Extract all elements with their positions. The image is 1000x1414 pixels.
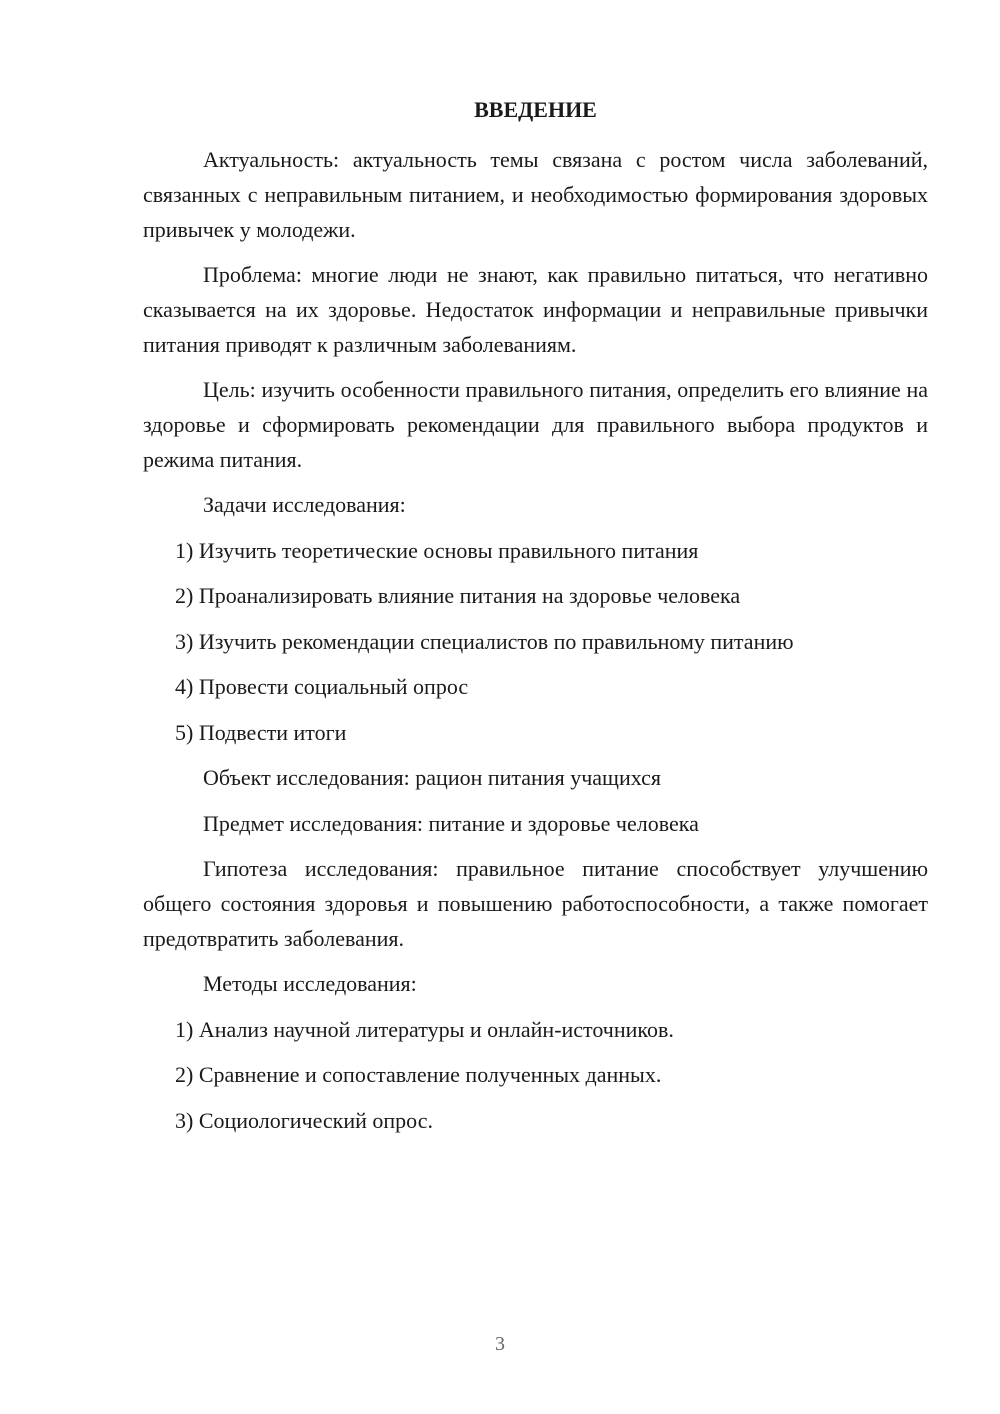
object-line: Объект исследования: рацион питания учащихся [203, 765, 662, 790]
relevance-paragraph: Актуальность: актуальность темы связана с ростом числа заболеваний, связанных с неправильным питанием, и необходимостью формирования здоровых привычек у молодежи. [143, 147, 928, 242]
subject-line: Предмет исследования: питание и здоровье человека [203, 810, 699, 836]
list-item: 3) Изучить рекомендации специалистов по правильному питанию [175, 628, 794, 654]
section-title: ВВЕДЕНИЕ [474, 97, 597, 122]
tasks-heading: Задачи исследования: [203, 492, 406, 517]
hypothesis-paragraph: Гипотеза исследования: правильное питание способствует улучшению общего состояния здоровья и повышению работоспособности, а также помогает предотвратить заболевания. [143, 856, 928, 951]
list-item: 4) Провести социальный опрос [175, 674, 469, 699]
document-page [143, 95, 928, 1148]
problem-paragraph: Проблема: многие люди не знают, как правильно питаться, что негативно сказывается на их здоровье. Недостаток информации и неправильные привычки питания приводят к различным заболеваниям. [143, 262, 928, 357]
methods-list [143, 1012, 928, 1149]
list-item: 2) Проанализировать влияние питания на здоровье человека [175, 583, 741, 608]
methods-heading: Методы исследования: [203, 971, 417, 996]
list-item: 1) Изучить теоретические основы правильного питания [175, 537, 699, 563]
list-item: 1) Анализ научной литературы и онлайн-источников. [175, 1016, 674, 1042]
list-item: 2) Сравнение и сопоставление полученных данных. [175, 1062, 662, 1087]
list-item: 3) Социологический опрос. [175, 1107, 433, 1133]
list-item: 5) Подвести итоги [175, 719, 347, 745]
goal-paragraph: Цель: изучить особенности правильного питания, определить его влияние на здоровье и сформировать рекомендации для правильного выбора продуктов и режима питания. [143, 377, 928, 472]
page-number: 3 [495, 1333, 505, 1355]
tasks-list [143, 533, 928, 761]
